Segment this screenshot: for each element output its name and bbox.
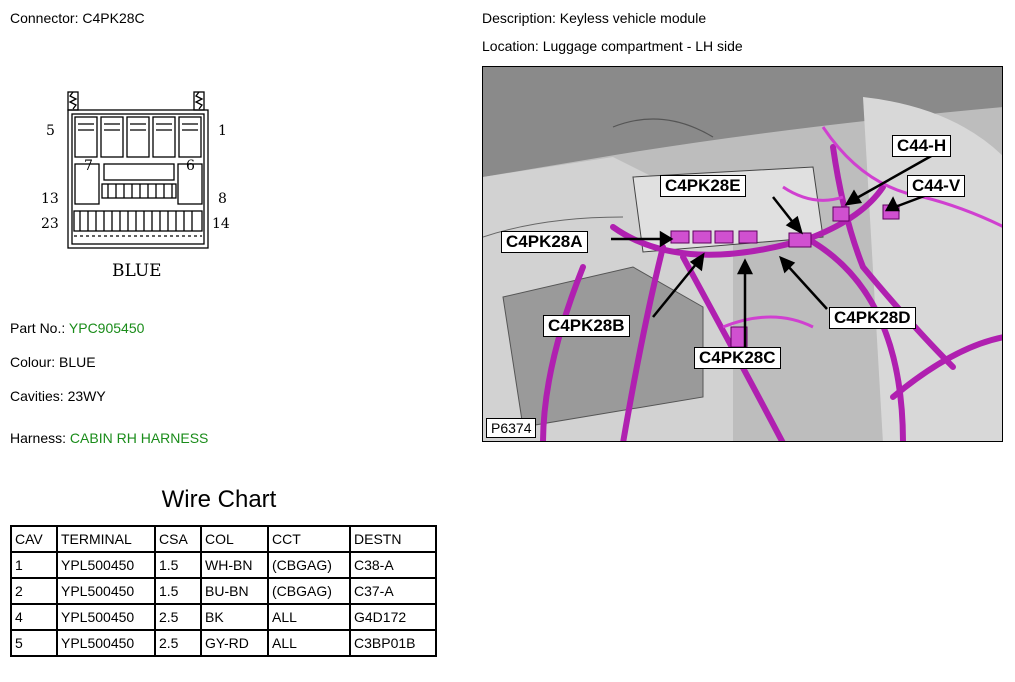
- callout-c4pk28e: C4PK28E: [660, 175, 746, 197]
- callout-c44-v: C44-V: [907, 175, 965, 197]
- wire-chart-table: [10, 525, 437, 657]
- cell-destn: C37-A: [350, 578, 436, 604]
- connector-title: Connector: C4PK28C: [10, 10, 145, 26]
- cell-csa: 2.5: [155, 604, 201, 630]
- cell-destn: C38-A: [350, 552, 436, 578]
- pin-label-6: 6: [186, 158, 195, 174]
- harness-link[interactable]: CABIN RH HARNESS: [69, 430, 209, 446]
- cell-terminal: YPL500450: [57, 604, 155, 630]
- pin-label-23: 23: [41, 216, 59, 232]
- callout-c4pk28a: C4PK28A: [501, 231, 588, 253]
- table-row: [11, 604, 436, 630]
- harness-label: Harness:: [10, 430, 67, 446]
- pin-label-7: 7: [84, 158, 93, 174]
- header-terminal: TERMINAL: [57, 526, 155, 552]
- drawing-colour-label: BLUE: [112, 261, 162, 281]
- cell-cav: 2: [11, 578, 57, 604]
- pin-label-5: 5: [46, 123, 55, 139]
- cell-csa: 1.5: [155, 578, 201, 604]
- header-col: COL: [201, 526, 268, 552]
- cell-cav: 5: [11, 630, 57, 656]
- pin-label-14: 14: [212, 216, 230, 232]
- location-photo-illustration: [483, 67, 1003, 442]
- callout-c44-h: C44-H: [892, 135, 951, 157]
- part-number-label: Part No.:: [10, 320, 66, 336]
- harness-row: [10, 430, 208, 446]
- cell-cct: (CBGAG): [268, 552, 350, 578]
- cell-terminal: YPL500450: [57, 552, 155, 578]
- cell-csa: 2.5: [155, 630, 201, 656]
- cell-cav: 1: [11, 552, 57, 578]
- callout-c4pk28b: C4PK28B: [543, 315, 630, 337]
- description-row: Description: Keyless vehicle module: [482, 10, 707, 26]
- pin-label-8: 8: [218, 191, 227, 207]
- pin-label-1: 1: [218, 123, 227, 139]
- cell-destn: G4D172: [350, 604, 436, 630]
- cavities-row: Cavities: 23WY: [10, 388, 106, 404]
- cell-destn: C3BP01B: [350, 630, 436, 656]
- cell-cct: ALL: [268, 630, 350, 656]
- table-row: [11, 552, 436, 578]
- colour-row: Colour: BLUE: [10, 354, 96, 370]
- header-csa: CSA: [155, 526, 201, 552]
- wire-chart-header-row: [11, 526, 436, 552]
- location-photo: [482, 66, 1003, 442]
- table-row: [11, 578, 436, 604]
- connector-face-svg: [38, 86, 238, 286]
- table-row: [11, 630, 436, 656]
- connector-face-diagram: [38, 86, 238, 286]
- cell-terminal: YPL500450: [57, 578, 155, 604]
- callout-c4pk28c: C4PK28C: [694, 347, 781, 369]
- cell-terminal: YPL500450: [57, 630, 155, 656]
- cell-col: BU-BN: [201, 578, 268, 604]
- part-number-row: [10, 320, 144, 336]
- part-number-link[interactable]: YPC905450: [68, 320, 145, 336]
- location-row: Location: Luggage compartment - LH side: [482, 38, 743, 54]
- wire-chart-title: Wire Chart: [161, 486, 277, 513]
- pin-label-13: 13: [41, 191, 59, 207]
- cell-col: BK: [201, 604, 268, 630]
- header-destn: DESTN: [350, 526, 436, 552]
- cell-cct: ALL: [268, 604, 350, 630]
- header-cct: CCT: [268, 526, 350, 552]
- cell-cct: (CBGAG): [268, 578, 350, 604]
- cell-cav: 4: [11, 604, 57, 630]
- header-cav: CAV: [11, 526, 57, 552]
- cell-col: GY-RD: [201, 630, 268, 656]
- cell-col: WH-BN: [201, 552, 268, 578]
- cell-csa: 1.5: [155, 552, 201, 578]
- photo-id-label: P6374: [486, 418, 536, 438]
- callout-c4pk28d: C4PK28D: [829, 307, 916, 329]
